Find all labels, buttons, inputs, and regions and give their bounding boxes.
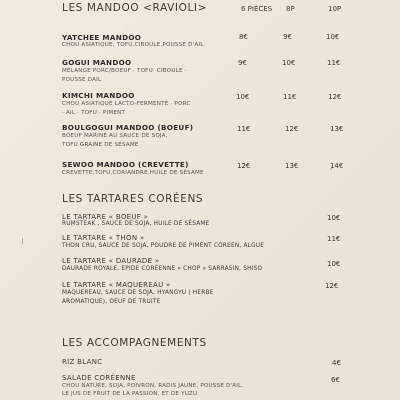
menu-item-name: GOGUI MANDOO — [62, 58, 132, 67]
menu-item-name: BOULGOGUI MANDOO (BOEUF) — [62, 123, 194, 132]
price: 4€ — [332, 359, 341, 367]
column-header-10p: 10P — [328, 5, 342, 13]
menu-item-desc: CREVETTE,TOFU,CORIANDRE,HUILE DE SÉSAME — [62, 170, 204, 176]
price-8p: 13€ — [285, 162, 299, 170]
section-title-accompagnements: LES ACCOMPAGNEMENTS — [62, 337, 207, 349]
menu-item-desc: THON CRU, SAUCE DE SOJA, POUDRE DE PIMENT COREEN, ALGUE — [62, 243, 265, 249]
price-6p: 10€ — [236, 93, 250, 101]
menu-item-desc: CHOU ASIATIQUE, TOFU,CIBOULE,POUSSE D'AIL — [62, 42, 204, 48]
menu-item-desc: · AIL · TOFU · PIMENT — [62, 110, 126, 116]
menu-item-name: KIMCHI MANDOO — [62, 91, 135, 100]
menu-item-desc: TOFU GRAINE DE SÉSAME — [62, 142, 139, 148]
menu-item-desc: LE JUS DE FRUIT DE LA PASSION, ET DE YUZU — [62, 391, 198, 397]
menu-item-name: YATCHEE MANDOO — [62, 33, 142, 42]
price: 11€ — [327, 235, 341, 243]
menu-item-desc: CHOU ASIATIQUE LACTO-FERMENTÉ · PORC — [62, 101, 191, 107]
menu-item-desc: DAURADE ROYALE, EPIDE CORÉENNE « CHOP » SARRASIN, SHISO — [62, 266, 263, 272]
menu-item-name: SALADE CORÉENNE — [62, 374, 136, 382]
menu-item-desc: POUSSE DAIL — [62, 77, 102, 83]
price-10p: 10€ — [326, 33, 340, 41]
price-10p: 11€ — [327, 59, 341, 67]
price-8p: 10€ — [282, 59, 296, 67]
menu-item-desc: AROMATIQUE), OEUF DE TRUITE — [62, 299, 161, 305]
menu-item-name: LE TARTARE « THON » — [62, 234, 145, 242]
paper-speck — [22, 238, 23, 244]
price-6p: 12€ — [237, 162, 251, 170]
price-6p: 11€ — [237, 125, 251, 133]
price-8p: 9€ — [283, 33, 292, 41]
menu-item-name: LE TARTARE « MAQUEREAU » — [62, 281, 171, 289]
menu-item-name: LE TARTARE « DAURADE » — [62, 257, 160, 265]
price-10p: 14€ — [330, 162, 344, 170]
section-title-tartares: LES TARTARES CORÉENS — [62, 193, 204, 205]
price: 10€ — [327, 214, 341, 222]
menu-item-desc: CHOU NATURE, SOJA, POIVRON, RADIS JAUNE, POUSSE D'AIL, — [62, 383, 244, 389]
menu-item-desc: RUMSTEAK , SAUCE DE SOJA, HUILE DE SÉSAME — [62, 221, 210, 227]
menu-item-name: RIZ BLANC — [62, 358, 103, 366]
price-6p: 8€ — [239, 33, 248, 41]
price: 10€ — [327, 260, 341, 268]
price-10p: 12€ — [328, 93, 342, 101]
price-8p: 11€ — [283, 93, 297, 101]
menu-item-desc: MÉLANGE PORC/BOEUF · TOFU· CIBOULE · — [62, 68, 187, 74]
column-header-6p: 6 PIÈCES — [241, 5, 273, 13]
menu-item-name: SEWOO MANDOO (CREVETTE) — [62, 160, 189, 169]
menu-item-desc: BOEUF MARINÉ AU SAUCE DE SOJA, — [62, 133, 168, 139]
price-10p: 13€ — [330, 125, 344, 133]
price: 6€ — [331, 376, 340, 384]
menu-item-name: LE TARTARE « BOEUF » — [62, 213, 149, 221]
section-title-mandoo: LES MANDOO <RAVIOLI> — [62, 2, 208, 14]
column-header-8p: 8P — [286, 5, 295, 13]
price-6p: 9€ — [238, 59, 247, 67]
price: 12€ — [325, 282, 339, 290]
menu-item-desc: MAQUEREAU, SAUCE DE SOJA, HYANGYU ( HERBE — [62, 290, 214, 296]
price-8p: 12€ — [285, 125, 299, 133]
